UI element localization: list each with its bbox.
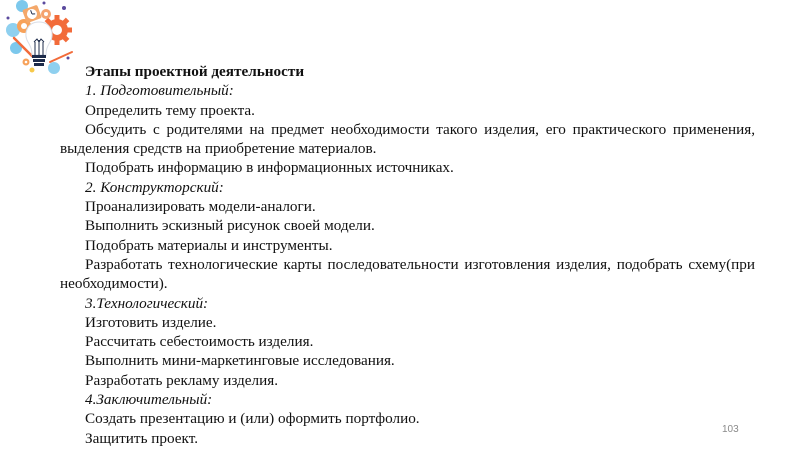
list-item: Обсудить с родителями на предмет необходимости такого изделия, его практического применения, выделения средств на приобретение материалов. — [60, 120, 755, 158]
list-item: Изготовить изделие. — [85, 313, 217, 331]
list-item: Проанализировать модели-аналоги. — [85, 198, 316, 216]
list-item: Разработать рекламу изделия. — [85, 371, 279, 389]
list-item: Разработать технологические карты последовательности изготовления изделия, подобрать схему(при необходимости). — [60, 255, 755, 293]
list-item: Рассчитать себестоимость изделия. — [85, 333, 314, 351]
stage-heading-technological: 3.Технологический: — [85, 294, 209, 312]
list-item: Создать презентацию и (или) оформить портфолио. — [85, 410, 420, 428]
list-item: Подобрать материалы и инструменты. — [85, 236, 333, 254]
slide-number: 103 — [722, 424, 739, 435]
list-item: Определить тему проекта. — [85, 101, 255, 119]
document-title: Этапы проектной деятельности — [85, 63, 305, 80]
stage-heading-final: 4.Заключительный: — [85, 391, 213, 409]
stage-heading-preparatory: 1. Подготовительный: — [85, 82, 234, 100]
list-item: Выполнить мини-маркетинговые исследования. — [85, 352, 395, 370]
list-item: Защитить проект. — [85, 429, 199, 447]
list-item: Выполнить эскизный рисунок своей модели. — [85, 217, 375, 235]
stage-heading-design: 2. Конструкторский: — [85, 178, 224, 196]
document-body — [60, 62, 755, 448]
list-item: Подобрать информацию в информационных источниках. — [85, 159, 454, 177]
